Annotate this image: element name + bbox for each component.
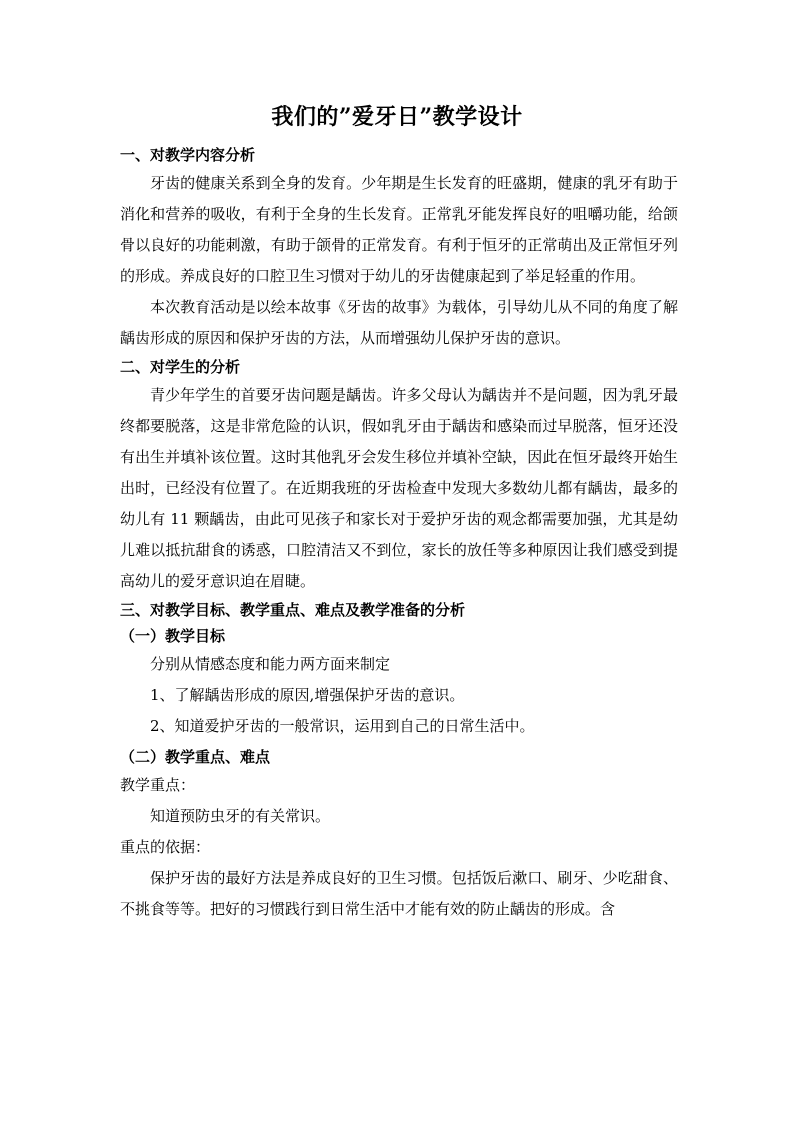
basis-label: 重点的依据： (120, 838, 211, 856)
paragraph-teeth-health: 牙齿的健康关系到全身的发育。少年期是生长发育的旺盛期，健康的乳牙有助于消化和营养的吸收，有利于全身的生长发育。正常乳牙能发挥良好的咀嚼功能，给颌骨以良好的功能刺激，有助于颌骨的正常发育。有利于恒牙的正常萌出及正常恒牙列的形成。养成良好的口腔卫生习惯对于幼儿的牙齿健康起到了举足轻重的作用。 (120, 174, 678, 285)
goal-item-2: 2、知道爱护牙齿的一般常识，运用到自己的日常生活中。 (150, 717, 535, 735)
goals-intro: 分别从情感态度和能力两方面来制定 (150, 655, 391, 673)
document-title: 我们的”爱牙日”教学设计 (271, 104, 523, 130)
key-point-label: 教学重点： (120, 776, 196, 794)
basis-content: 保护牙齿的最好方法是养成良好的卫生习惯。包括饭后漱口、刷牙、少吃甜食、不挑食等等。把好的习惯践行到日常生活中才能有效的防止龋齿的形成。含 (120, 869, 678, 918)
paragraph-activity: 本次教育活动是以绘本故事《牙齿的故事》为载体，引导幼儿从不同的角度了解龋齿形成的原因和保护牙齿的方法，从而增强幼儿保护牙齿的意识。 (120, 298, 678, 347)
goal-item-1: 1、了解龋齿形成的原因,增强保护牙齿的意识。 (150, 686, 465, 704)
key-point-content: 知道预防虫牙的有关常识。 (150, 807, 331, 825)
section-heading-student-analysis: 二、对学生的分析 (120, 358, 241, 376)
subheading-key-difficult-points: （二）教学重点、难点 (120, 748, 271, 766)
document-body (120, 142, 678, 925)
section-heading-content-analysis: 一、对教学内容分析 (120, 146, 256, 164)
subheading-teaching-goals: （一）教学目标 (120, 627, 226, 645)
paragraph-student-analysis: 青少年学生的首要牙齿问题是龋齿。许多父母认为龋齿并不是问题，因为乳牙最终都要脱落，这是非常危险的认识，假如乳牙由于龋齿和感染而过早脱落，恒牙还没有出生并填补该位置。这时其他乳牙会发生移位并填补空缺，因此在恒牙最终开始生出时，已经没有位置了。在近期我班的牙齿检查中发现大多数幼儿都有龋齿，最多的幼儿有 11 颗龋齿，由此可见孩子和家长对于爱护牙齿的观念都需要加强，尤其是幼儿难以抵抗甜食的诱惑，口腔清洁又不到位，家长的放任等多种原因让我们感受到提高幼儿的爱牙意识迫在眉睫。 (120, 386, 678, 590)
section-heading-goals-analysis: 三、对教学目标、教学重点、难点及教学准备的分析 (120, 601, 466, 619)
